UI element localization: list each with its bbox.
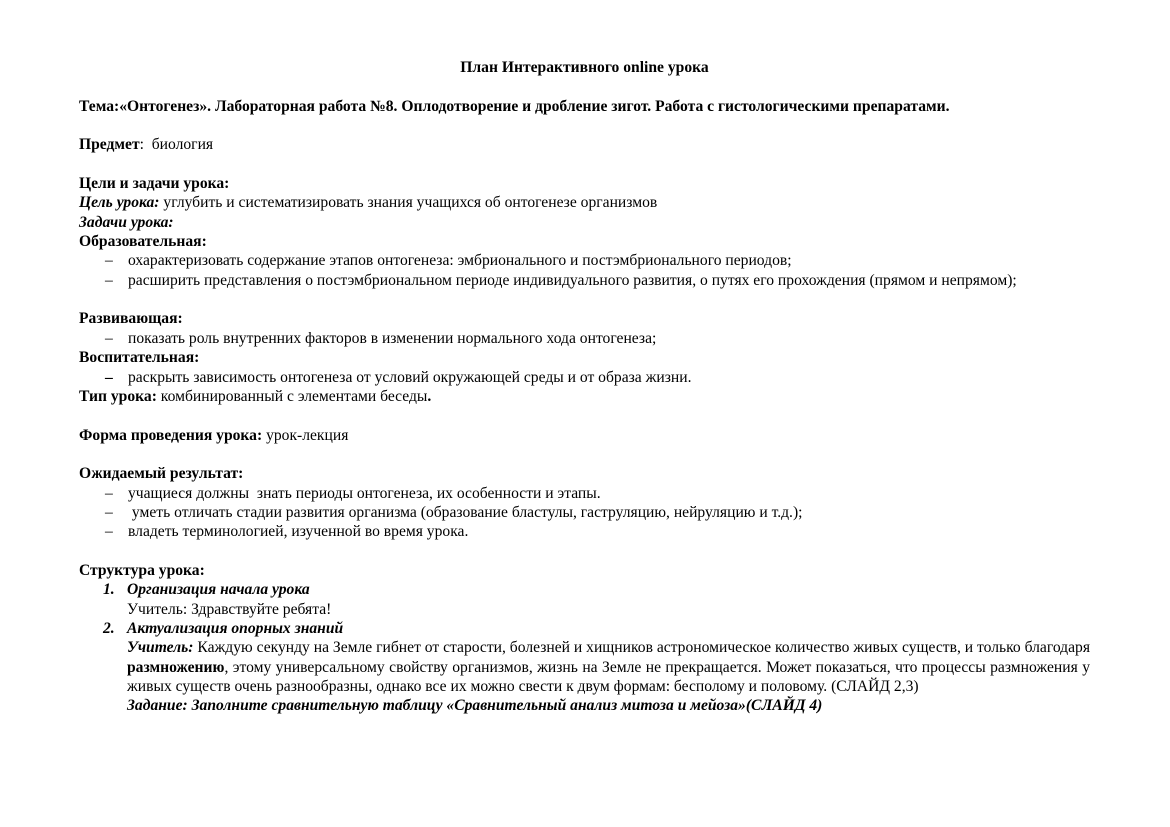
list-dash: – [105, 523, 113, 541]
list-dash: – [105, 252, 113, 270]
tasks-label: Задачи урока: [79, 213, 174, 231]
document-title: План Интерактивного online урока [460, 59, 709, 76]
list-item-text: показать роль внутренних факторов в изменении нормального хода онтогенеза; [128, 329, 657, 347]
list-item [79, 271, 1090, 290]
list-dash: – [105, 329, 113, 347]
step-title: Актуализация опорных знаний [127, 619, 344, 637]
subject-line [79, 135, 1090, 154]
list-item-text: охарактеризовать содержание этапов онтогенеза: эмбрионального и постэмбрионального периодов; [128, 252, 792, 270]
subject-value: : биология [139, 136, 214, 154]
educational-heading: Образовательная: [79, 233, 207, 251]
list-dash: – [105, 271, 113, 289]
list-item-text: учащиеся должны знать периоды онтогенеза, их особенности и этапы. [128, 484, 601, 502]
list-item [79, 329, 1090, 348]
step-title: Организация начала урока [127, 581, 310, 599]
subject-label: Предмет [79, 136, 140, 154]
emphasized-word: размножению [127, 658, 225, 676]
lesson-type-label: Тип урока: [79, 387, 157, 405]
list-dash: – [105, 368, 113, 386]
list-item [79, 368, 1090, 387]
list-item [79, 484, 1090, 503]
list-item [79, 251, 1090, 270]
teacher-label: Учитель: [127, 639, 194, 657]
step-2-teacher-paragraph [127, 638, 1090, 696]
list-dash: – [105, 484, 113, 502]
expected-heading: Ожидаемый результат: [79, 465, 244, 483]
step-number: 1. [103, 581, 115, 599]
lesson-form-line [79, 426, 1090, 445]
spacer [79, 406, 1090, 425]
spacer [79, 155, 1090, 174]
lesson-type-text: комбинированный с элементами беседы [156, 387, 428, 405]
spacer [79, 77, 1090, 96]
spacer [79, 542, 1090, 561]
paragraph-text: , этому универсальному свойству организмов, жизнь на Земле не прекращается. Может показаться, что процессы размножения у живых существ очень разнообразны, однако все их можно свести к двум формам: бесполому и половому. (СЛАЙД 2,3) [127, 658, 1090, 695]
lesson-type-period: . [427, 387, 432, 405]
lesson-type-line [79, 387, 1090, 406]
list-item-text: расширить представления о постэмбриональном периоде индивидуального развития, о путях его прохождения (прямом и непрямом); [128, 271, 1017, 289]
paragraph-text: Каждую секунду на Земле гибнет от старости, болезней и хищников астрономическое количество живых существ, и только благодаря [193, 639, 1090, 657]
spacer [79, 445, 1090, 464]
step-number: 2. [103, 619, 115, 637]
lesson-form-label: Форма проведения урока: [79, 426, 263, 444]
step-1-teacher-line: Учитель: Здравствуйте ребята! [127, 600, 332, 618]
list-dash: – [105, 503, 113, 521]
spacer [79, 290, 1090, 309]
structure-step-1 [79, 580, 1090, 599]
document-content [79, 58, 1090, 716]
list-item [79, 522, 1090, 541]
developing-heading: Развивающая: [79, 310, 183, 328]
list-item-text: раскрыть зависимость онтогенеза от условий окружающей среды и от образа жизни. [128, 368, 692, 386]
structure-step-2 [79, 619, 1090, 638]
goal-text: углубить и систематизировать знания учащихся об онтогенезе организмов [159, 194, 658, 212]
upbringing-heading: Воспитательная: [79, 349, 200, 367]
structure-heading: Структура урока: [79, 561, 205, 579]
list-item-text: уметь отличать стадии развития организма (образование бластулы, гаструляцию, нейруляцию и т.д.); [128, 503, 803, 521]
goals-heading: Цели и задачи урока: [79, 175, 230, 193]
list-item [79, 503, 1090, 522]
step-2-task-line: Задание: Заполните сравнительную таблицу «Сравнительный анализ митоза и мейоза»(СЛАЙД 4) [127, 697, 823, 715]
goal-line [79, 193, 1090, 212]
list-item-text: владеть терминологией, изученной во время урока. [128, 523, 469, 541]
theme-line: Тема:«Онтогенез». Лабораторная работа №8. Оплодотворение и дробление зигот. Работа с гистологическими препаратами. [79, 97, 950, 115]
goal-label: Цель урока: [79, 194, 160, 212]
spacer [79, 116, 1090, 135]
lesson-form-text: урок-лекция [262, 426, 349, 444]
